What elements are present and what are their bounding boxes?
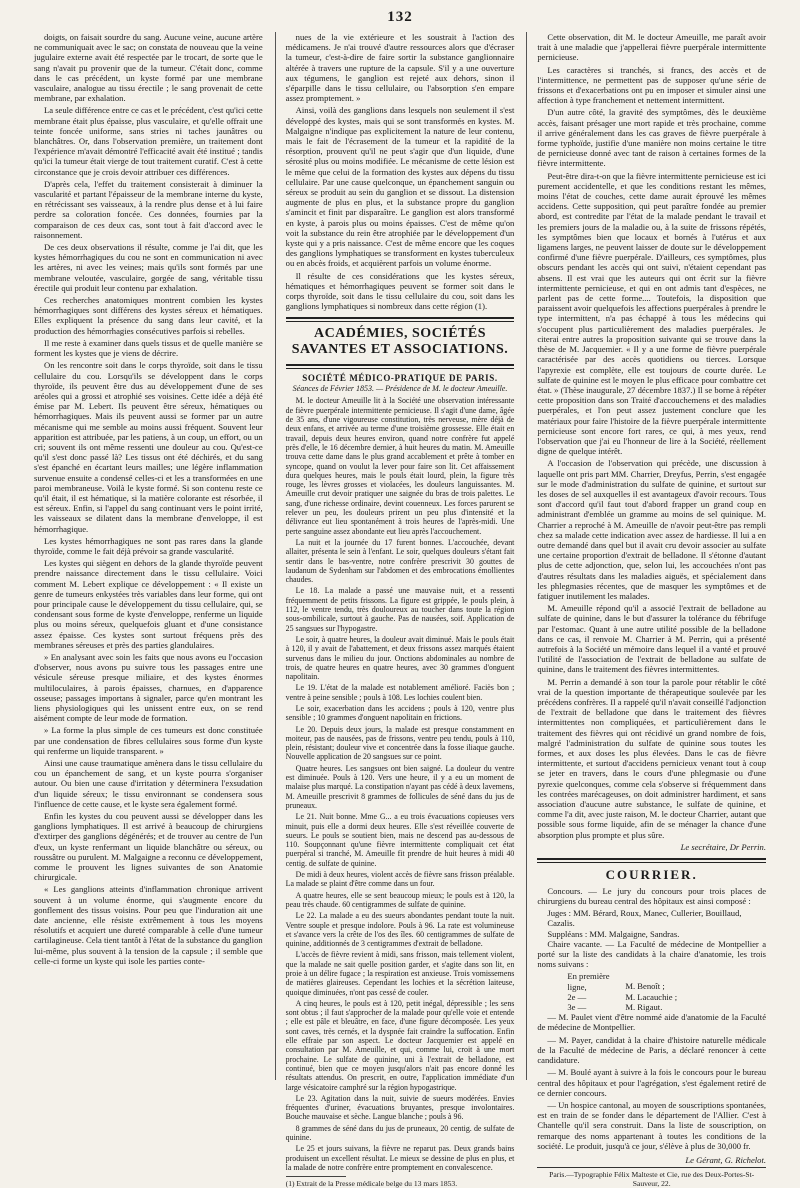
paragraph: « Les ganglions atteints d'inflammation chronique arrivent souvent à un volume énorme, qui s'augmente encore du gonflement des tissus voisins. Pour peu que l'induration ait une date ancienne, elle résiste extrêmement à tous les moyens résolutifs et acquiert une dureté comparable à celle d'une tumeur cartilagineuse. Cela tient tantôt à l'état de la substance du ganglion lui-même, plus souvent à la tension de la capsule ; il semble que celle-ci forme un kyste qui isole les parties conte- xyxy=(34,884,263,966)
courrier-title: COURRIER. xyxy=(605,866,698,882)
column-right xyxy=(526,32,767,1188)
society-report xyxy=(286,396,515,1172)
paragraph: Le 21. Nuit bonne. Mme G... a eu trois évacuations copieuses vers minuit, puis elle a dormi deux heures. Elle s'est réveillée couverte de sueurs. Le pouls se soutient bien, mais ne descend pas au-dessous de 110. Soupçonnant qu'une fièvre intermittente compliquait cet état puerpéral si tranché, M. Ameuille fit prendre de huit heures à midi 40 centig. de sulfate de quinine. xyxy=(285,812,515,868)
session-line: Séances de Février 1853. — Présidence de M. le docteur Ameuille. xyxy=(292,384,508,394)
paragraph: » En analysant avec soin les faits que nous avons eu l'occasion d'observer, nous avons pu suivre tous les passages entre une vésicule séreuse presque miliaire, et des kystes énormes multiloculaires, à parois épaisses, charnues, en d'apparence osseuse; passages importans à signaler, parce qu'en montrant les liens physiologiques qui les unissent entre eux, on se rend aisément compte de leur mode de formation. xyxy=(34,651,263,724)
paragraph: La nuit et la journée du 17 furent bonnes. L'accouchée, devant allaiter, présenta le sein à l'enfant. Le soir, quelques douleurs s'étant fait sentir dans le bas-ventre, notre confrère prescrivit 30 gouttes de laudanum de Sydenham sur l'abdomen et des embrocations émollientes chaudes. xyxy=(285,537,515,585)
paragraph: D'un autre côté, la gravité des symptômes, dès le deuxième accès, faisant présager une mort rapide et très prochaine, comme il arrive généralement dans les cas graves de fièvre puerpérale à forme typhoïde, justifie d'une manière non moins certaine le titre de pernicieuse donné avec tant de raison à certaines formes de la fièvre intermittente. xyxy=(537,107,767,169)
paragraph: Il me reste à examiner dans quels tissus et de quelle manière se forment les kystes que je viens de décrire. xyxy=(34,337,263,359)
article-continuation xyxy=(34,32,263,966)
section-divider xyxy=(286,317,515,322)
paragraph: De midi à deux heures, violent accès de fièvre sans frisson préalable. La malade se plaint d'être comme dans un four. xyxy=(285,870,515,889)
paragraph: M. le docteur Ameuille lit à la Société une observation intéressante de fièvre puerpérale intermittente pernicieuse. Il s'agit d'une dame, âgée de 35 ans, d'une vigoureuse constitution, très nerveuse, mère déjà de deux enfans, et arrivée au terme d'une troisième grossesse. Elle était en travail, depuis deux heures environ, quand notre confrère fut appelé près d'elle, le 16 décembre dernier, à huit heures du matin. M. Ameuille trouva cette dame dans le plus grand accablement et prête à tomber en syncope, quand on voulut la lever pour faire son lit. Cet affaissement dura quelques heures, mais le pouls était lourd, plein, la figure très rouge, les lèvres grosses et violacées, les douleurs languissantes. M. Ameuille crut devoir pratiquer une saignée du bras de trois palettes. Le sang, d'une richesse ordinaire, devint couenneux. Les forces parurent se relever un peu, les douleurs prirent un peu plus d'intensité et la délivrance eut lieu spontanément à trois heures de l'après-midi. Une perte sanguine assez abondante eut lieu après l'accouchement. xyxy=(285,396,515,536)
paragraph: Ces recherches anatomiques montrent combien les kystes hémorrhagiques sont différens des kystes séreux et hématiques. Elles expliquent la présence du sang dans leur cavité, et la production des hémorrhagies consécutives parfois si rebelles. xyxy=(34,295,263,336)
paragraph: La seule différence entre ce cas et le précédent, c'est qu'ici cette membrane était plus épaisse, plus vasculaire, et qu'elle offrait une teinte foncée uniforme, sans stries ni taches jaunâtres ou blanchâtres. Or, dans l'observation première, un traitement dont l'expérience m'avait démontré l'efficacité avait été institué ; tandis qu'ici la tumeur était vierge de tout traitement curatif. C'est à cette circonstance que je crois devoir attribuer ces différences. xyxy=(34,105,263,177)
jury-list xyxy=(537,908,766,939)
paragraph: Les kystes qui siègent en dehors de la glande thyroïde peuvent prendre naissance directement dans le tissu cellulaire. Voici comment M. Lebert explique ce développement : « Il existe un genre de tumeurs enkystées très variables dans leur forme, qui ont pour principale cause le développement du tissu cellulaire, qui, se condensant sous forme de kyste d'enveloppe, renferme un liquide plus ou moins séreux, quelquefois gluant et d'une consistance assez épaisse. Ces kystes sont surtout fréquens près des membranes séreuses et près des parties glandulaires. xyxy=(34,558,263,650)
candidate-row xyxy=(567,1002,766,1012)
candidate-name: M. Lacauchie ; xyxy=(625,991,678,1002)
paragraph: doigts, on faisait sourdre du sang. Aucune veine, aucune artère ne communiquait avec le sac; on constata de nouveau que la veine jugulaire externe avait été respectée par le trocart, de sorte que le sang n'avait pu provenir que de la tumeur. C'était donc, comme dans le cas précédent, un kyste formé par une membrane vasculaire, analogue au tissu érectile ; le sang provenait de cette membrane, par exhalation. xyxy=(34,32,263,104)
candidate-rank: En première ligne, xyxy=(567,971,610,992)
paragraph: Le 22. La malade a eu des sueurs abondantes pendant toute la nuit. Ventre souple et presque indolore. Pouls à 96. La rate est volumineuse et s'avance vers la crête de l'os des îles. 60 centigrammes de sulfate de quinine, additionnés de 3 centigrammes d'extrait de belladone. xyxy=(285,911,515,949)
printer-imprint: Paris.—Typographie Félix Malteste et Cie, rue des Deux-Portes-St-Sauveur, 22. xyxy=(537,1167,766,1188)
paragraph: » La forme la plus simple de ces tumeurs est donc constituée par une condensation de fibres cellulaires sous forme d'un kyste qui renferme un liquide transparent. » xyxy=(34,725,263,756)
paragraph: Cette observation, dit M. le docteur Ameuille, me paraît avoir trait à une maladie que j'appellerai fièvre puerpérale intermittente pernicieuse. xyxy=(537,32,767,63)
paragraph: Ainsi, voilà des ganglions dans lesquels non seulement il s'est développé des kystes, mais qui se sont transformés en kystes. M. Malgaigne n'indique pas explicitement la nature de leur contenu, mais le fait de l'écrasement de la tumeur et la rapidité de la résorption, prouvent qu'il ne peut s'agir que d'un liquide, d'une sérosité plus ou moins modifiée. Le mécanisme de cette lésion est le même que celui de la formation des kystes aux dépens du tissu cellulaire. Par une cause quelconque, un épanchement sanguin ou séreux se produit au sein du ganglion et se dissout. La distension augmente de plus en plus, et la substance propre du ganglion s'amincit et finit par disparaître. Le ganglion est alors transformé en kyste, à parois plus ou moins épaisses. C'est de même qu'on voit la substance du rein être atrophiée par le développement d'un kyste qui y a pris naissance. C'est de même encore que les coques des ganglions lymphatiques se transforment en kystes tuberculeux ou en abcès froids, et acquièrent parfois un volume énorme. xyxy=(285,105,515,269)
paragraph: Ainsi une cause traumatique amènera dans le tissu cellulaire du cou un épanchement de sang, et un kyste pourra s'organiser autour. Ou bien une cause d'irritation y déterminera l'exsudation d'un liquide séreux; le tissu environnant se condensera sous l'influence de cette cause, et le kyste sera également formé. xyxy=(34,758,263,809)
paragraph: Le 25 et jours suivans, la fièvre ne reparut pas. Deux grands bains produisent un excellent résultat. Le mieux se dessine de plus en plus, et la malade de notre confrère entre promptement en convalescence. xyxy=(285,1144,515,1172)
paragraph: Chaire vacante. — La Faculté de médecine de Montpellier a porté sur la liste des candidats à la chaire d'anatomie, les trois noms suivans : xyxy=(537,938,767,970)
paragraph: Le 20. Depuis deux jours, la malade est presque constamment en moiteur, pas de nausées, pas de frissons, ventre peu tendu, pouls à 110, plein, résistant; douleur vive et concentrée dans la fosse iliaque gauche. Nouvelle application de 20 sangsues sur ce point. xyxy=(285,724,515,762)
jury-suppleants: Suppléans : MM. Malgaigne, Sandras. xyxy=(547,928,680,939)
paragraph: A cinq heures, le pouls est à 120, petit inégal, dépressible ; les sens sont obtus ; il faut s'approcher de la malade pour qu'elle voie et entende ; elle est pâle et bleuâtre, en face, d'une figure décomposée. Les yeux sont caves, très cernés, et la dyspnée fait craindre la suffocation. Enfin elle effraie par son aspect. Le docteur Jacquemier est appelé en consultation par M. Ameuille, et qui, comme lui, croit à une mort prochaine. Le sulfate de quinine, uni à l'extrait de belladone, est continué, bien que ce moyen jusqu'alors n'ait pas encore donné les résultats attendus. On prescrit, en outre, l'application immédiate d'un large vésicatoire camphré sur la région hypogastrique. xyxy=(285,998,515,1092)
candidate-rank: 3e — xyxy=(567,1002,587,1013)
section-divider xyxy=(286,364,515,369)
paragraph: M. Perrin a demandé à son tour la parole pour rétablir le côté vrai de la question importante de thérapeutique soulevée par les précédens confrères. Il a rappelé qu'il n'avait conseillé l'adjonction de l'extrait de belladone que dans le traitement des fièvres intermittentes non compliquées, et particulièrement dans le traitement des fièvres qui ont récidivé un grand nombre de fois, malgré l'administration du sulfate de quinine sous toutes les formes, et aux doses les plus élevées. Dans le cas de fièvre intermittente, et surtout d'accidens pernicieux venant tout à coup se jeter en travers, dans le cours d'une phlegmasie ou d'une pyrexie quelconques, comme cela s'observe si fréquemment dans les contrées marécageuses, on doit administrer hardiment, et sans association d'aucune autre substance, le sulfate de quinine, et comme l'a dit, avec juste raison, M. le docteur Charrier, autant que possible sous forme liquide, afin de se ménager la chance d'une absorption plus prompte et plus sûre. xyxy=(537,676,767,840)
paragraph: Le 23. Agitation dans la nuit, suivie de sueurs modérées. Envies fréquentes d'uriner, évacuations bruyantes, presque involontaires. Bouche mauvaise et sèche. Langue blanche ; pouls à 96. xyxy=(285,1093,515,1122)
paragraph: Le 19. L'état de la malade est notablement amélioré. Faciès bon ; ventre à peine sensible ; pouls à 108. Les lochies coulent bien. xyxy=(285,683,515,702)
paragraph: nues de la vie extérieure et les soustrait à l'action des médicamens. Je n'ai trouvé d'autre ressources alors que d'écraser la tumeur, c'est-à-dire de faire sortir la substance ganglionnaire altérée à travers une rupture de la capsule. S'il y a une ouverture aux tégumens, le ganglion est rejeté aux dehors, sinon il s'éparpille dans le tissu cellulaire, ou l'absorption s'en empare assez promptement. » xyxy=(285,32,515,104)
columns xyxy=(34,32,767,1188)
candidate-name: M. Rigaut. xyxy=(625,1002,663,1013)
page-number: 132 xyxy=(387,9,413,25)
paragraph: Concours. — Le jury du concours pour trois places de chirurgiens du bureau central des hôpitaux est ainsi composé : xyxy=(537,885,767,907)
candidate-rank: 2e — xyxy=(567,991,587,1002)
society-title: SOCIÉTÉ MÉDICO-PRATIQUE DE PARIS. xyxy=(302,373,498,384)
paragraph: A l'occasion de l'observation qui précède, une discussion à laquelle ont pris part MM. Charrier, Dreyfus, Perrin, s'est engagée sur le mode d'administration du sulfate de quinine, et surtout sur les doses de sel auxquelles il est avantageux d'avoir recours. Tous sont d'accord qu'il faut tout d'abord frapper un grand coup en administrant d'emblée un gramme au moins de sel quinique. M. Charrier a reproché à M. Ameuille de n'avoir peut-être pas rempli chez sa malade cette indication avec assez de hardiesse. Il lui a en outre demandé dans quel but il avait cru devoir associer au sulfate une certaine proportion d'extrait de belladone. Il s'étonne d'autant plus de cette adjonction, que, selon lui, les accouchées n'ont pas d'autres résultats dans les maladies aiguës, et spécialement dans les phlegmasies récentes, que de masquer les symptômes et de fatiguer inutilement les malades. xyxy=(537,458,767,601)
paragraph: Quatre heures. Les sangsues ont bien saigné. La douleur du ventre est diminuée. Pouls à 120. Vers une heure, il y a eu un moment de malaise plus marqué. La constipation n'ayant pas cédé à deux lavemens, M. Ameuille prescrivit 8 grammes de follicules de séné dans du jus de pruneaux. xyxy=(285,763,515,810)
paragraph: — Un hospice cantonal, au moyen de souscriptions spontanées, est en train de se fonder dans le département de l'Allier. C'est à Chantelle qu'il sera construit. Dans la liste de souscription, on remarque des noms appartenant à toutes les conditions de la société. Le produit, jusqu'à ce jour, s'élève à plus de 30,000 fr. xyxy=(537,1099,767,1151)
paragraph: Enfin les kystes du cou peuvent aussi se développer dans les ganglions lymphatiques. Il est arrivé à beaucoup de chirurgiens d'extirper des ganglions dégénérés; et de trouver au centre de l'un d'eux, un kyste renfermant un liquide blanchâtre ou séreux, ou roussâtre ou purulent. M. Malgaigne a reconnu ce développement, comme le prouvent les lignes suivantes de son Anatomie chirurgicale. xyxy=(34,811,263,883)
paragraph: Le 18. La malade a passé une mauvaise nuit, et a ressenti fréquemment de petits frissons. La figure est grippée, le pouls plein, à 112, le ventre tendu, très douloureux au toucher dans toute la région sous-ombilicale, surtout à gauche. Pas de nausées, soif. Application de 25 sangsues sur l'hypogastre. xyxy=(285,586,515,633)
paragraph: De ces deux observations il résulte, comme je l'ai dit, que les kystes hémorrhagiques du cou ne sont en communication ni avec les artères, ni avec les veines; mais qu'ils sont formés par une membrane veloutée, vasculaire, gorgée de sang, véritable tissu érectile qui produit leur contenu par exhalation. xyxy=(34,242,263,293)
jury-judges: Juges : MM. Bérard, Roux, Manec, Cullerier, Bouillaud, Cazalis. xyxy=(547,908,742,929)
paragraph: — M. Boulé ayant à suivre à la fois le concours pour le bureau central des hôpitaux et pour l'agrégation, s'est également retiré de ce dernier concours. xyxy=(537,1067,767,1098)
paragraph: Le soir, exacerbation dans les accidens ; pouls à 120, ventre plus sensible ; 10 grammes d'onguent napolitain en frictions. xyxy=(285,703,515,723)
column-middle xyxy=(275,32,515,1188)
paragraph: — M. Paulet vient d'être nommé aide d'anatomie de la Faculté de médecine de Montpellier. xyxy=(537,1012,767,1033)
section-title: ACADÉMIES, SOCIÉTÉS SAVANTES ET ASSOCIATIONS. xyxy=(291,326,509,358)
candidate-list xyxy=(537,971,766,1012)
section-divider xyxy=(537,858,766,863)
paragraph: Les caractères si tranchés, si francs, des accès et de l'intermittence, ne permettent pas de supposer qu'une série de frissons et d'exacerbations ont pu en imposer et simuler ainsi une affection à type franchement et nettement intermittent. xyxy=(537,64,767,106)
paragraph: Peut-être dira-t-on que la fièvre intermittente pernicieuse est ici purement accidentelle, et que les conditions restant les mêmes, moins l'état de couches, cette dame aurait éprouvé les mêmes accidens. Cette supposition, qui peut paraître fondée au premier abord, est contredite par l'état de la malade pendant le travail et les premiers jours de la maladie ou, à la suite de frissons répétés, les symptômes bien que locaux et bornés à l'utérus et aux ligamens larges, ne peuvent laisser de doute sur le développement confirmé d'une fièvre puerpérale. D'ailleurs, ces symptômes, plus obscurs pendant les accès qui ont suivi, n'étaient cependant pas absens. Il est vrai que les auteurs qui ont écrit sur la fièvre intermittente pernicieuse, et qui en ont admis tant d'espèces, ne parlent pas de cette forme.... Toutefois, la disposition que paraissent avoir quelquefois les affections puerpérales à prendre le type intermittent, n'a pas échappé à tous les médecins qui s'occupent plus particulièrement des maladies puerpérales. Je citerai entre autres la proposition suivante qui se trouve dans la thèse de M. Jacquemier. « Il y a une forme de fièvre puerpérale caractérisée par des accès quotidiens ou tierces. Lorsque l'apyrexie est complète, elle est toujours de courte durée. Le sulfate de quinine est le moyen le plus efficace pour combattre cet état. » (Thèse inaugurale, 27 décembre 1837.) Il se borne à répéter cette proposition dans son Traité d'accouchemens et des maladies puerpérales, et l'on peut assez justement conclure que les matériaux pour faire l'histoire de la fièvre puerpérale intermittente pernicieuse sont encore fort rares, ce qui, à mes yeux, rend l'observation que j'ai eu l'honneur de lire à la Société, réellement digne de quelque intérêt. xyxy=(537,170,767,457)
paragraph: Le soir, à quatre heures, la douleur avait diminué. Mais le pouls était à 120, il y avait de l'abattement, et deux frissons assez marqués étaient survenus dans le milieu du jour. Onctions abdominales au nombre de trois, de quatre heures en quatre heures, avec 30 grammes d'onguent napolitain. xyxy=(285,634,515,682)
paragraph: — M. Payer, candidat à la chaire d'histoire naturelle médicale de la Faculté de médecine de Paris, a déclaré renoncer à cette candidature. xyxy=(537,1034,767,1066)
candidate-name: M. Benoît ; xyxy=(625,981,665,992)
paragraph: On les rencontre soit dans le corps thyroïde, soit dans le tissu cellulaire du cou. Lorsqu'ils se développent dans le corps thyroïde, ils peuvent être dus au développement d'une de ses aréoles qui a grossi et atrophié ses voisines. Cette idée a déjà été émise par M. Lebert. Ils peuvent être séreux, hématiques ou hémorrhagiques. Mais ils peuvent aussi se former par un autre mécanisme qui me semble au moins aussi fréquent. Souvent leur apparition est attribuée, par les patiens, à un coup, un effort, ou un cri; souvent ils ont même ressenti une douleur au cou. Qu'est-ce qu'il s'est donc passé là? Les tissus ont été déchirés, et du sang s'est épanché en écartant leurs mailles; une légère inflammation survenue ensuite a condensé celles-ci et les a transformées en une paroi membraneuse. Voilà le kyste formé. Si son contenu reste ce qu'il était, il est hématique, si la matière colorante est résorbée, il est séreux. Enfin, si l'appel du sang continuant vers le point irrité, les vaisseaux se dilatent dans la membrane d'enveloppe, il est hémorrhagique. xyxy=(34,360,263,534)
paragraph: M. Ameuille répond qu'il a associé l'extrait de belladone au sulfate de quinine, dans le but d'assurer la tolérance du fébrifuge par l'estomac. Quant à une autre utilité possible de la belladone dans ce cas, il renvoie M. Charrier à M. Perrin, qui a présenté autrefois à la Société un mémoire dans lequel il a vanté et prouvé l'utilité de l'association de l'extrait de belladone au sulfate de quinine, dans le traitement des fièvres intermittentes. xyxy=(537,603,767,675)
candidate-row xyxy=(567,971,766,991)
paragraph: D'après cela, l'effet du traitement consisterait à diminuer la vascularité et partant l'épaisseur de la membrane interne du kyste, en rétrécissant ses vaisseaux, à la rendre plus dense et à lui faire perdre sa coloration foncée. Ces données, fournies par la comparaison de ces deux cas, sont tout à fait d'accord avec le raisonnement. xyxy=(34,178,263,240)
paragraph: L'accès de fièvre revient à midi, sans frisson, mais tellement violent, que la malade ne sait quelle position garder, et s'agite dans son lit, en proie à un délire fugace ; la respiration est anxieuse. Trois vomissemens de matières glaireuses. Cependant les lochies et la sécrétion laiteuse, quoique diminuées, n'ont pas cessé de couler. xyxy=(285,950,515,997)
footnote-divider xyxy=(286,1176,346,1177)
candidate-row xyxy=(567,992,766,1002)
footnote: (1) Extrait de la Presse médicale belge du 13 mars 1853. xyxy=(285,1179,458,1188)
paragraph: A quatre heures, elle se sent beaucoup mieux; le pouls est à 120, la peau très chaude. 60 centigrammes de sulfate de quinine. xyxy=(285,890,515,909)
paragraph: Il résulte de ces considérations que les kystes séreux, hématiques et hémorrhagiques peuvent se former soit dans le corps thyroïde, soit dans le tissu cellulaire du cou, soit dans les ganglions lymphatiques si nombreux dans cette région (1). xyxy=(285,270,515,312)
paragraph: 8 grammes de séné dans du jus de pruneaux, 20 centig. de sulfate de quinine. xyxy=(285,1123,515,1143)
secretary-signature: Le secrétaire, Dr Perrin. xyxy=(680,841,767,852)
paragraph: Les kystes hémorrhagiques ne sont pas rares dans la glande thyroïde, comme le fait déjà prévoir sa grande vascularité. xyxy=(34,535,263,556)
gerant-signature: Le Gérant, G. Richelot. xyxy=(685,1154,767,1165)
column-left xyxy=(34,32,263,1080)
